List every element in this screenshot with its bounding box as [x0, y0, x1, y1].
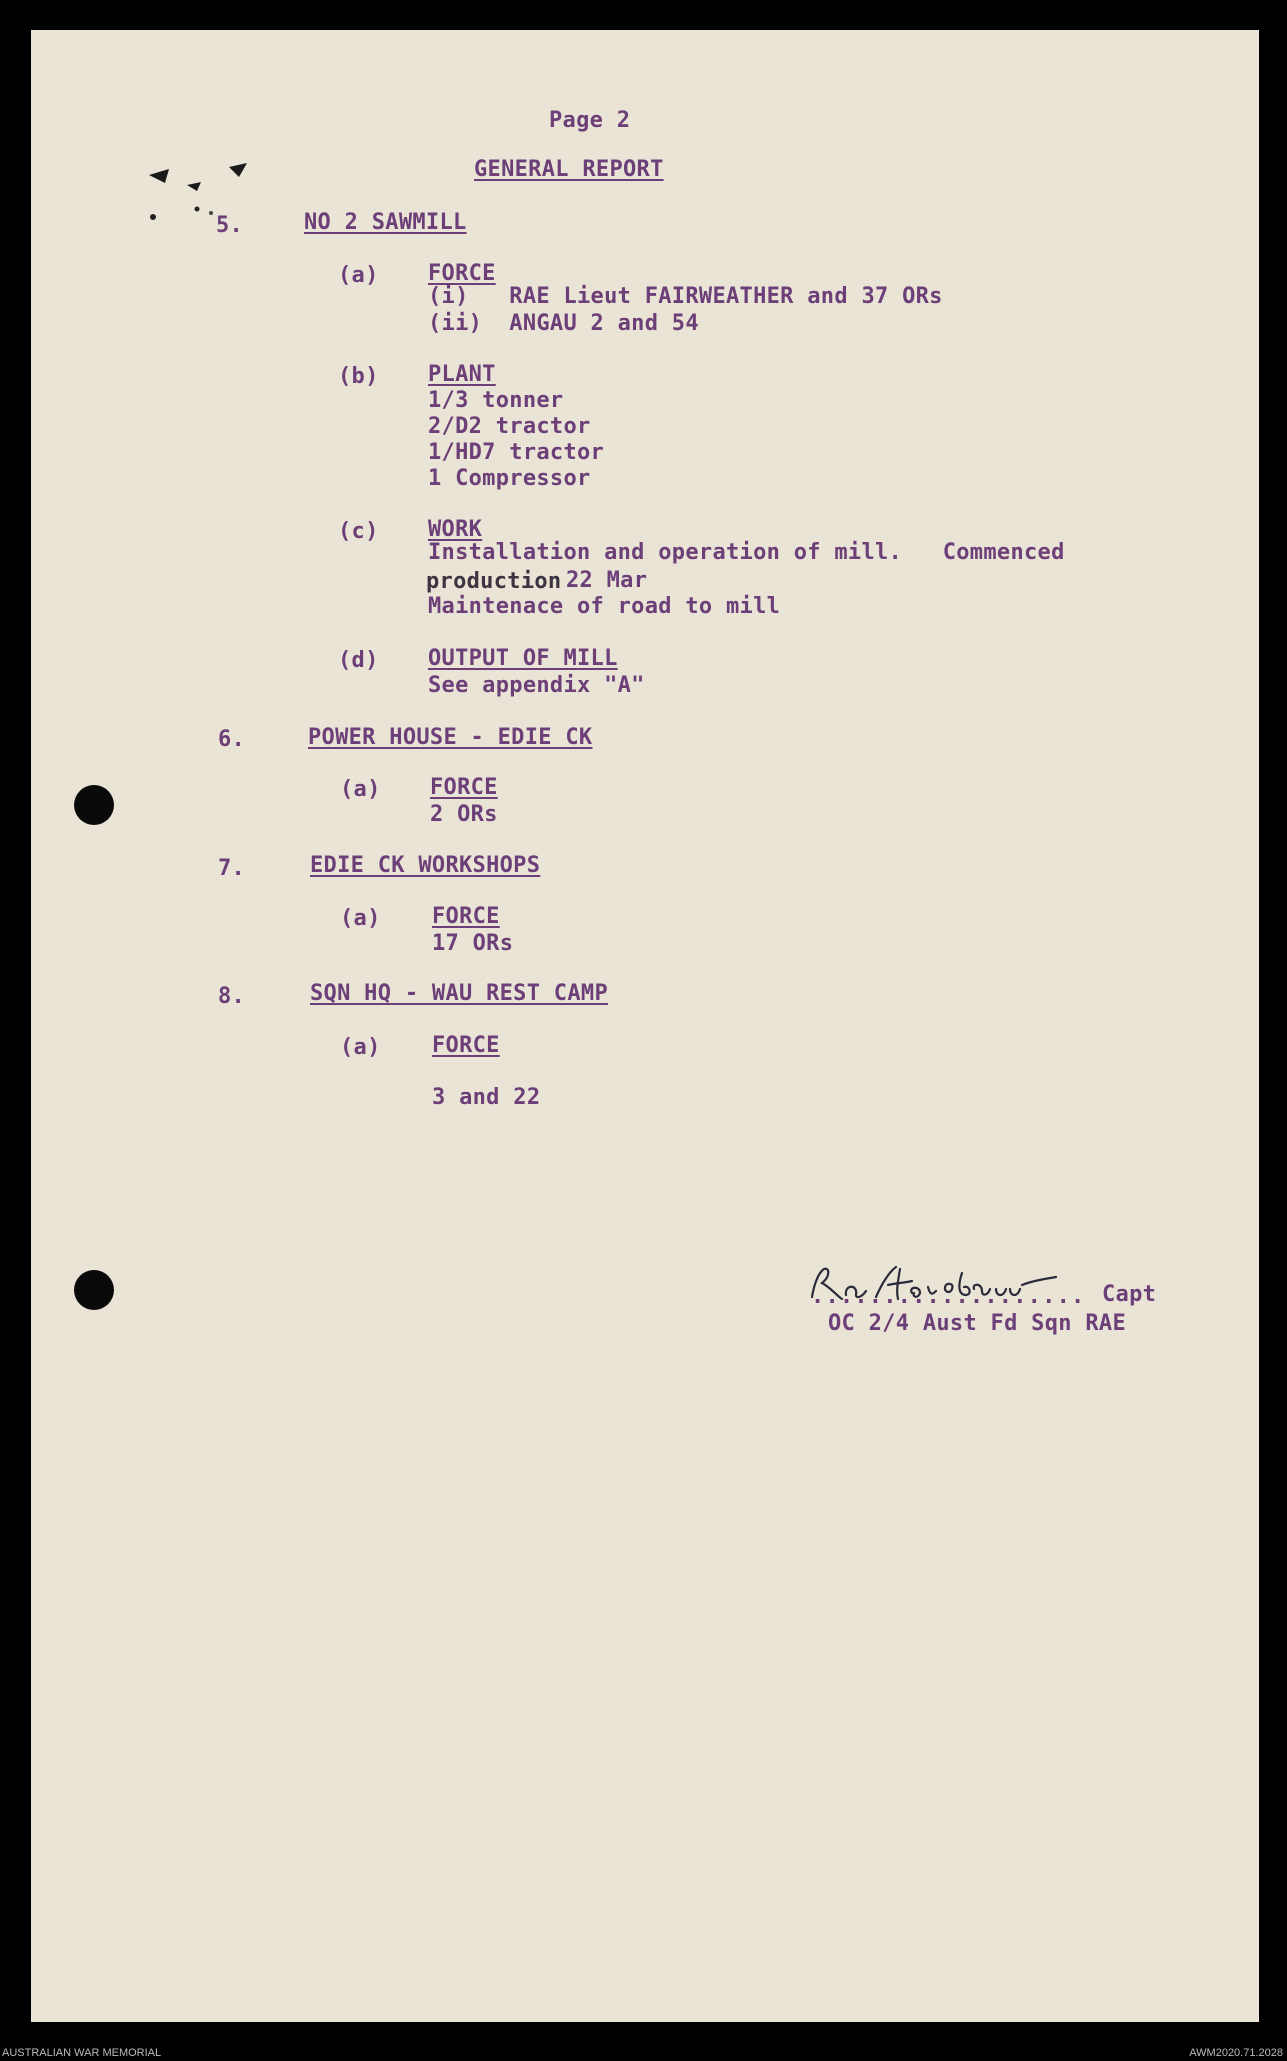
item-line: 3 and 22 — [432, 1085, 541, 1110]
section-number: 5. — [216, 213, 244, 238]
section-title: NO 2 SAWMILL — [304, 210, 467, 235]
page-number: Page 2 — [549, 108, 631, 133]
signature-dots: ................... — [811, 1284, 1086, 1309]
item-line: Installation and operation of mill. Commenced — [428, 540, 1065, 565]
signature-rank: Capt — [1102, 1282, 1157, 1307]
signature-unit: OC 2/4 Aust Fd Sqn RAE — [828, 1311, 1126, 1336]
item-label: (b) — [338, 364, 379, 389]
item-line: (i) RAE Lieut FAIRWEATHER and 37 ORs — [428, 284, 943, 309]
item-line: Maintenace of road to mill — [428, 594, 781, 619]
item-line: 1/3 tonner — [428, 388, 564, 413]
footer-right: AWM2020.71.2028 — [1189, 2047, 1283, 2059]
item-line: 17 ORs — [432, 931, 514, 956]
paper-damage-mark — [111, 125, 251, 225]
item-heading: FORCE — [430, 775, 498, 800]
section-number: 7. — [218, 856, 246, 881]
section-title: POWER HOUSE - EDIE CK — [308, 725, 593, 750]
item-line: (ii) ANGAU 2 and 54 — [428, 311, 699, 336]
section-number: 8. — [218, 984, 246, 1009]
item-line: 1 Compressor — [428, 466, 591, 491]
item-line: 2/D2 tractor — [428, 414, 591, 439]
item-heading: FORCE — [432, 1033, 500, 1058]
item-heading: OUTPUT OF MILL — [428, 646, 618, 671]
item-label: (a) — [338, 263, 379, 288]
item-heading: FORCE — [428, 261, 496, 286]
item-label: (a) — [340, 906, 381, 931]
item-line: See appendix "A" — [428, 673, 645, 698]
item-heading: PLANT — [428, 362, 496, 387]
punch-hole-top — [74, 785, 114, 825]
section-number: 6. — [218, 727, 246, 752]
section-title: EDIE CK WORKSHOPS — [310, 853, 541, 878]
item-line: production — [426, 569, 562, 594]
item-line: 2 ORs — [430, 802, 498, 827]
report-title: GENERAL REPORT — [474, 157, 664, 182]
item-line: 1/HD7 tractor — [428, 440, 605, 465]
item-heading: WORK — [428, 517, 483, 542]
footer-left: AUSTRALIAN WAR MEMORIAL — [2, 2047, 162, 2059]
punch-hole-bottom — [74, 1270, 114, 1310]
item-label: (a) — [340, 777, 381, 802]
item-label: (c) — [338, 519, 379, 544]
item-label: (d) — [338, 648, 379, 673]
item-label: (a) — [340, 1035, 381, 1060]
section-title: SQN HQ - WAU REST CAMP — [310, 981, 608, 1006]
item-line: 22 Mar — [566, 568, 648, 593]
item-heading: FORCE — [432, 904, 500, 929]
